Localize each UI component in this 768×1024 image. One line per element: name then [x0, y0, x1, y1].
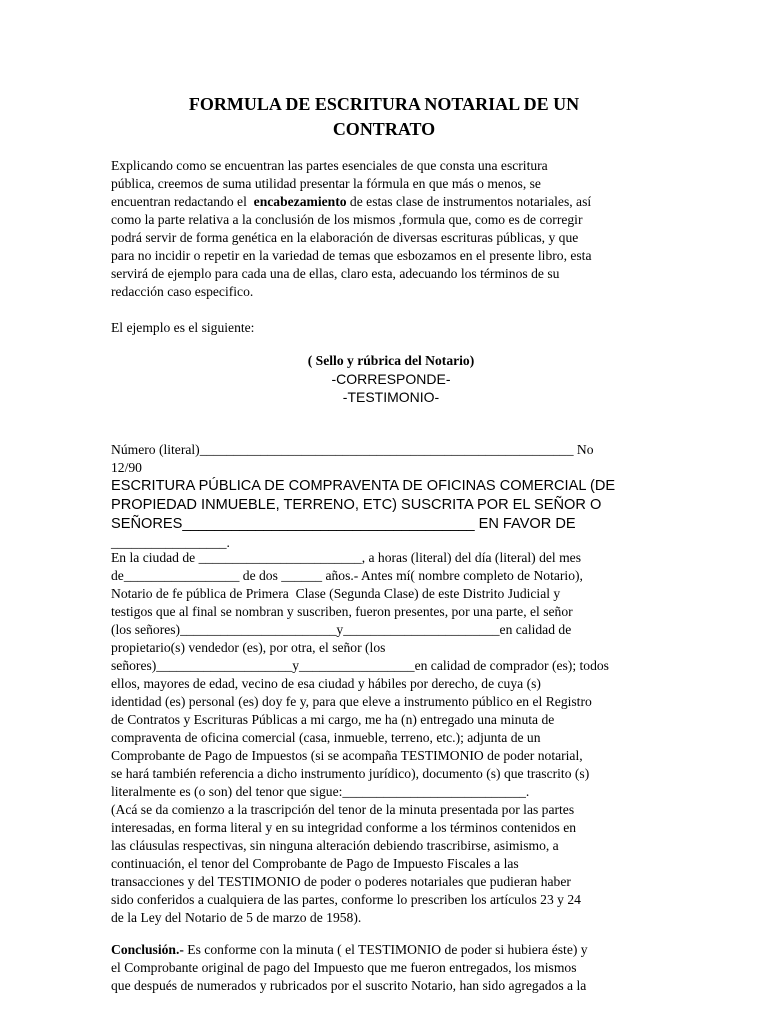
testimonio-line: -TESTIMONIO-	[342, 389, 440, 405]
intro-line: podrá servir de forma genética en la elaboración de diversas escrituras públicas, y que	[111, 230, 579, 245]
body-line: las cláusulas respectivas, sin ninguna alteración debiendo trascribirse, asimismo, a	[111, 838, 559, 853]
intro-text: de estas clase de instrumentos notariales, así	[346, 194, 592, 209]
title-line-2: CONTRATO	[332, 119, 436, 139]
body-line: de_________________ de dos ______ años.- Antes mí( nombre completo de Notario),	[111, 568, 583, 583]
intro-line: pública, creemos de suma utilidad presentar la fórmula en que más o menos, se	[111, 176, 541, 191]
body-line: Notario de fe pública de Primera Clase (Segunda Clase) de este Distrito Judicial y	[111, 586, 561, 601]
body-line: propietario(s) vendedor (es), por otra, el señor (los	[111, 640, 386, 655]
body-line: testigos que al final se nombran y suscriben, fueron presentes, por una parte, el señor	[111, 604, 573, 619]
body-line: ellos, mayores de edad, vecino de esa ciudad y hábiles por derecho, de cuya (s)	[111, 676, 541, 691]
numero-section	[111, 441, 671, 477]
escritura-line: _________________.	[111, 535, 230, 550]
intro-line	[111, 193, 671, 211]
conclusion-line: que después de numerados y rubricados por el suscrito Notario, han sido agregados a la	[111, 978, 587, 993]
corresponde-line: -CORRESPONDE-	[331, 371, 451, 387]
body-line: señores)____________________y_________________en calidad de comprador (es); todos	[111, 658, 609, 673]
document-title	[0, 92, 768, 142]
intro-line: para no incidir o repetir en la variedad de temas que esbozamos en el presente libro, esta	[111, 248, 592, 263]
intro-line: redacción caso especifico.	[111, 284, 254, 299]
body-line: sido conferidos a cualquiera de las partes, conforme lo prescriben los artículos 23 y 24	[111, 892, 581, 907]
title-line-1: FORMULA DE ESCRITURA NOTARIAL DE UN	[188, 94, 580, 114]
conclusion-line: el Comprobante original de pago del Impuesto que me fueron entregados, los mismos	[111, 960, 577, 975]
body-line: de la Ley del Notario de 5 de marzo de 1958).	[111, 910, 362, 925]
example-intro-line: El ejemplo es el siguiente:	[111, 320, 255, 335]
numero-line: 12/90	[111, 460, 142, 475]
body-paragraph	[111, 549, 671, 927]
body-line: identidad (es) personal (es) doy fe y, para que eleve a instrumento público en el Registro	[111, 694, 592, 709]
body-line: Comprobante de Pago de Impuestos (si se acompaña TESTIMONIO de poder notarial,	[111, 748, 583, 763]
intro-line: Explicando como se encuentran las partes esenciales de que consta una escritura	[111, 158, 548, 173]
body-line: En la ciudad de ________________________, a horas (literal) del día (literal) del mes	[111, 550, 581, 565]
conclusion-text: Es conforme con la minuta ( el TESTIMONIO de poder si hubiera éste) y	[183, 942, 588, 957]
testimonio-header	[111, 352, 671, 406]
seal-line: ( Sello y rúbrica del Notario)	[307, 353, 475, 368]
body-line: transacciones y del TESTIMONIO de poder o poderes notariales que pudieran haber	[111, 874, 571, 889]
escritura-line: ESCRITURA PÚBLICA DE COMPRAVENTA DE OFICINAS COMERCIAL (DE	[111, 478, 616, 494]
numero-line: Número (literal)_______________________________________________________ No	[111, 442, 594, 457]
escritura-heading	[111, 477, 671, 552]
intro-line: servirá de ejemplo para cada una de ellas, claro esta, adecuando los términos de su	[111, 266, 560, 281]
conclusion-line	[111, 941, 671, 959]
intro-line: como la parte relativa a la conclusión de los mismos ,formula que, como es de corregir	[111, 212, 583, 227]
body-line: (Acá se da comienzo a la trascripción del tenor de la minuta presentada por las partes	[111, 802, 575, 817]
body-line: (los señores)_______________________y_______________________en calidad de	[111, 622, 572, 637]
example-intro	[111, 319, 671, 337]
body-line: interesadas, en forma literal y en su integridad conforme a los términos contenidos en	[111, 820, 577, 835]
conclusion-paragraph	[111, 941, 671, 995]
encabezamiento-term: encabezamiento	[253, 194, 347, 209]
escritura-line: PROPIEDAD INMUEBLE, TERRENO, ETC) SUSCRITA POR EL SEÑOR O	[111, 497, 602, 513]
body-line: compraventa de oficina comercial (casa, inmueble, terreno, etc.); adjunta de un	[111, 730, 541, 745]
body-line: se hará también referencia a dicho instrumento jurídico), documento (s) que trascrito (s)	[111, 766, 590, 781]
intro-text: encuentran redactando el	[111, 194, 254, 209]
intro-paragraph	[111, 157, 671, 301]
body-line: de Contratos y Escrituras Públicas a mi cargo, me ha (n) entregado una minuta de	[111, 712, 555, 727]
escritura-line: SEÑORES____________________________________ EN FAVOR DE	[111, 516, 576, 532]
body-line: continuación, el tenor del Comprobante de Pago de Impuesto Fiscales a las	[111, 856, 519, 871]
body-line: literalmente es (o son) del tenor que sigue:___________________________.	[111, 784, 530, 799]
conclusion-label: Conclusión.-	[111, 942, 184, 957]
